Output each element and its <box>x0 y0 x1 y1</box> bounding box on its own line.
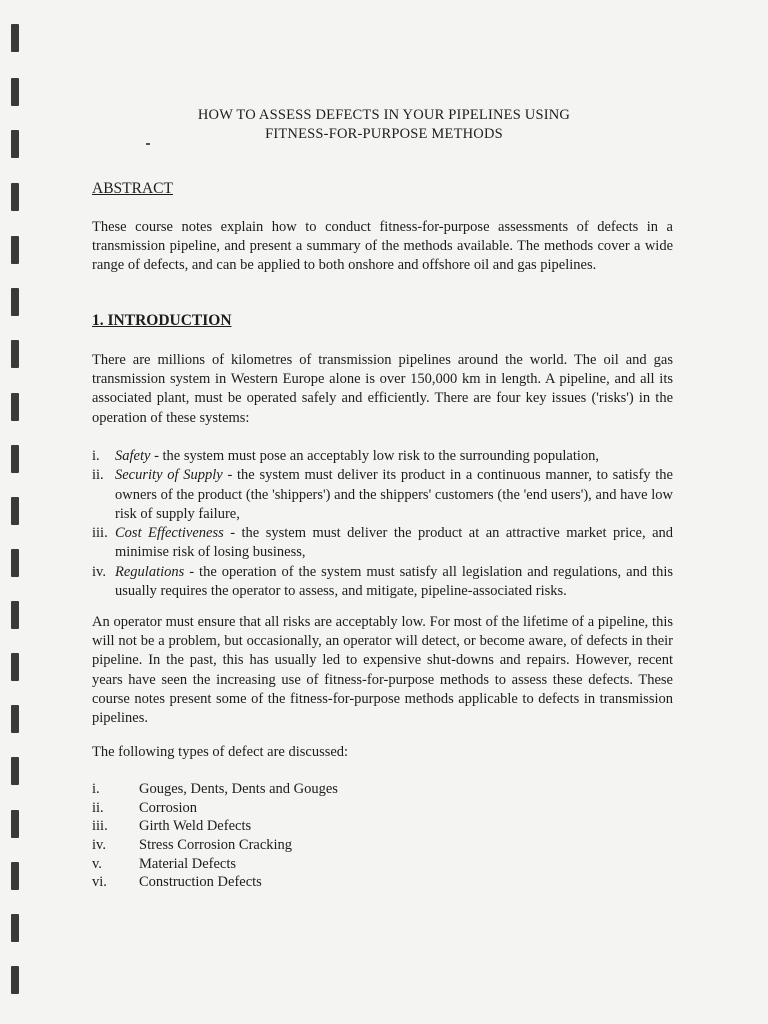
list-item-number: i. <box>92 781 100 797</box>
scan-speck <box>146 143 150 145</box>
punch-mark <box>11 601 19 629</box>
punch-mark <box>11 78 19 106</box>
list-item <box>92 563 673 602</box>
list-item-number: v. <box>92 855 102 872</box>
list-item-text: Construction Defects <box>139 874 262 891</box>
document-title-line-2: FITNESS-FOR-PURPOSE METHODS <box>265 126 503 142</box>
list-item-number: iii. <box>92 525 108 542</box>
list-item-number: ii. <box>92 467 104 484</box>
defect-types-intro: The following types of defect are discussed: <box>92 744 349 760</box>
list-item-text: - the operation of the system must satisfy all legislation and regulations, and this usually requires the operator to assess, and mitigate, pipeline-associated risks. <box>115 563 673 600</box>
punch-mark <box>11 914 19 942</box>
list-item-number: iv. <box>92 563 106 580</box>
introduction-heading: 1. INTRODUCTION <box>92 312 232 329</box>
punch-mark <box>11 288 19 316</box>
list-item-text: - the system must deliver the product at an attractive market price, and minimise risk of losing business, <box>115 525 673 561</box>
list-item-text: - the system must pose an acceptably low risk to the surrounding population, <box>150 448 600 464</box>
list-item-term: Regulations <box>115 563 185 580</box>
list-item <box>92 466 673 524</box>
list-item <box>92 524 673 563</box>
introduction-paragraph: There are millions of kilometres of transmission pipelines around the world. The oil and gas transmission system in Western Europe alone is over 150,000 km in length. A pipeline, and all its associated plant, must be operated safely and efficiently. There are four key issues ('risks') in the operation of these systems: <box>92 352 673 426</box>
abstract-text: These course notes explain how to conduct fitness-for-purpose assessments of defects in a transmission pipeline, and present a summary of the methods available. The methods cover a wide range of defects, and can be applied to both onshore and offshore oil and gas pipelines. <box>92 219 673 274</box>
list-item-text: Girth Weld Defects <box>139 818 252 835</box>
list-item-term: Cost Effectiveness <box>115 525 224 542</box>
punch-mark <box>11 653 19 681</box>
punch-mark <box>11 549 19 577</box>
punch-mark <box>11 705 19 733</box>
punch-mark <box>11 183 19 211</box>
punch-mark <box>11 862 19 890</box>
punch-mark <box>11 966 19 994</box>
punch-mark <box>11 810 19 838</box>
list-item-number: vi. <box>92 874 107 891</box>
key-issues-list <box>92 447 673 601</box>
punch-mark <box>11 757 19 785</box>
operator-risk-paragraph: An operator must ensure that all risks are acceptably low. For most of the lifetime of a pipeline, this will not be a problem, but occasionally, an operator will detect, or become aware, of defects in their pipeline. In the past, this has usually led to expensive shut-downs and repairs. However, recent years have seen the increasing use of fitness-for-purpose methods to assess these defects. These course notes present some of the fitness-for-purpose methods applicable to defects in transmission pipelines. <box>92 614 673 727</box>
punch-mark <box>11 236 19 264</box>
abstract-heading: ABSTRACT <box>92 180 173 197</box>
punch-mark <box>11 445 19 473</box>
list-item-term: Security of Supply <box>115 467 223 484</box>
list-item-text: Corrosion <box>139 799 197 816</box>
list-item-term: Safety <box>115 448 151 464</box>
list-item-text: - the system must deliver its product in a continuous manner, to satisfy the owners of the product (the 'shippers') and the shippers' customers (the 'end users'), and have low risk of supply failure, <box>115 467 673 522</box>
list-item-number: ii. <box>92 799 104 816</box>
list-item <box>92 447 673 466</box>
list-item-text: Stress Corrosion Cracking <box>139 837 293 854</box>
punch-mark <box>11 393 19 421</box>
list-item-number: i. <box>92 448 100 464</box>
list-item-text: Gouges, Dents, Dents and Gouges <box>139 781 338 797</box>
list-item-text: Material Defects <box>139 855 237 872</box>
list-item-number: iii. <box>92 818 108 835</box>
document-title-line-1: HOW TO ASSESS DEFECTS IN YOUR PIPELINES USING <box>197 107 571 123</box>
punch-mark <box>11 340 19 368</box>
punch-mark <box>11 24 19 52</box>
list-item-number: iv. <box>92 837 106 854</box>
punch-mark <box>11 497 19 525</box>
